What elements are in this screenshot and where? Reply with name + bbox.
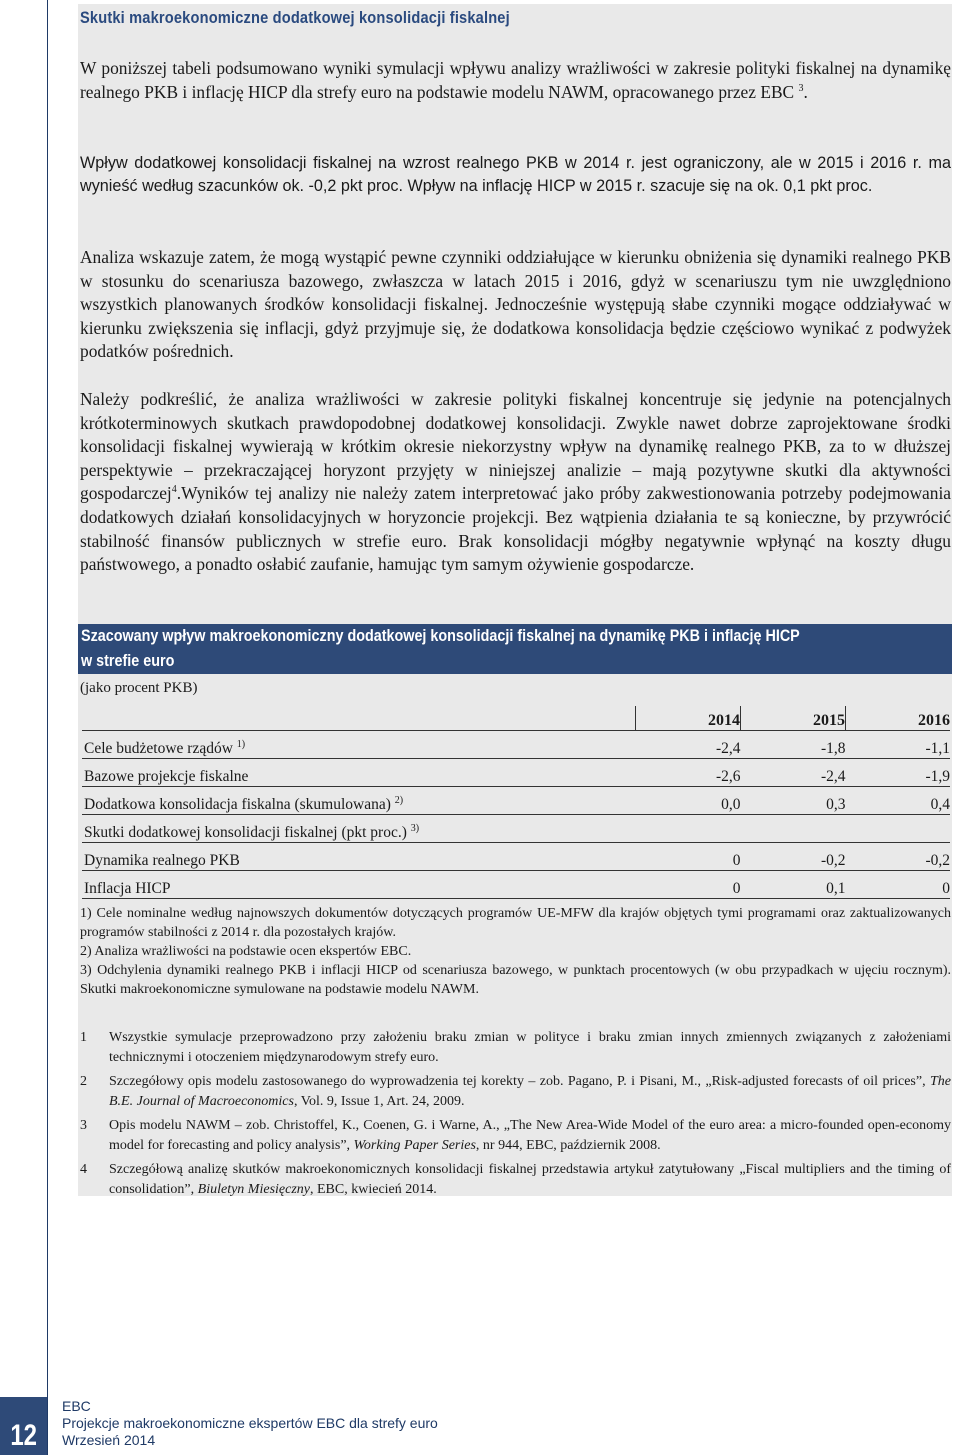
footnote-2 bbox=[80, 1072, 951, 1111]
box-title-line-1: Szacowany wpływ makroekonomiczny dodatkowej konsolidacji fiskalnej na dynamikę PKB i inflację HICP bbox=[81, 627, 800, 645]
projection-table bbox=[82, 706, 950, 899]
row-label-text: Cele budżetowe rządów bbox=[84, 740, 233, 757]
paragraph-4 bbox=[80, 388, 951, 577]
row-label bbox=[82, 731, 636, 759]
cell: 0 bbox=[846, 871, 951, 899]
paragraph-4-text-a: Należy podkreślić, że analiza wrażliwości w zakresie polityki fiskalnej koncentruje się jedynie na potencjalnych krótkoterminowych skutkach prawdopodobnej dodatkowej konsolidacji. Zwykle nawet dobrze zaprojektowane środki konsolidacji fiskalnej wywierają w krótkim okresie niekorzystny wpływ na dynamikę realnego PKB, za to w dłuższej perspektywie – przekraczającej horyzont przyjęty w niniejszej analizie – mają pozytywne skutki dla aktywności gospodarczej bbox=[80, 389, 951, 504]
footer-publisher: EBC bbox=[62, 1398, 91, 1414]
row-label bbox=[82, 815, 636, 843]
cell: -1,9 bbox=[846, 759, 951, 787]
table-header-row bbox=[82, 706, 950, 731]
cell: 0,1 bbox=[741, 871, 846, 899]
footnote-text-part: Szczegółową analizę skutków makroekonomicznych konsolidacji fiskalnej przedstawia artykuł zatytułowany „Fiscal multipliers and the timing of consolidation”, bbox=[109, 1162, 951, 1197]
page-number-text: 12 bbox=[10, 1419, 37, 1452]
cell: -2,4 bbox=[741, 759, 846, 787]
cell bbox=[741, 815, 846, 843]
footnote-journal: Biuletyn Miesięczny bbox=[197, 1181, 310, 1197]
year-2016: 2016 bbox=[846, 706, 951, 731]
page-footer bbox=[62, 1398, 438, 1449]
box-subtitle: (jako procent PKB) bbox=[80, 680, 198, 696]
footnote-text bbox=[109, 1072, 951, 1111]
paragraph-1-text: W poniższej tabeli podsumowano wyniki symulacji wpływu analizy wrażliwości w zakresie polityki fiskalnej na dynamikę realnego PKB i inflację HICP dla strefy euro na podstawie modelu NAWM, opracowanego przez EBC bbox=[80, 58, 951, 102]
cell: -2,4 bbox=[636, 731, 741, 759]
footnote-3 bbox=[80, 1116, 951, 1155]
footnote-text-part: , EBC, kwiecień 2014. bbox=[310, 1181, 437, 1197]
footnote-text-part: Szczegółowy opis modelu zastosowanego do wyprowadzenia tej korekty – zob. Pagano, P. i Pisani, M., „Risk-adjusted forecasts of oil prices”, bbox=[109, 1074, 930, 1089]
footnote-text-part: , Vol. 9, Issue 1, Art. 24, 2009. bbox=[293, 1093, 465, 1109]
cell: 0 bbox=[636, 871, 741, 899]
row-label-text: Dodatkowa konsolidacja fiskalna (skumulowana) bbox=[84, 796, 391, 813]
cell bbox=[636, 815, 741, 843]
table-notes bbox=[80, 904, 951, 999]
table-row bbox=[82, 871, 950, 899]
box-title-line-2: w strefie euro bbox=[81, 652, 175, 670]
table-note-3: 3) Odchylenia dynamiki realnego PKB i inflacji HICP od scenariusza bazowego, w punktach procentowych (w obu przypadkach w ujęciu rocznym). Skutki makroekonomiczne symulowane na podstawie modelu NAWM. bbox=[80, 963, 951, 997]
row-note-ref: 2) bbox=[394, 794, 404, 806]
row-label-text: Inflacja HICP bbox=[84, 880, 171, 897]
page-number bbox=[0, 1397, 47, 1455]
row-label bbox=[82, 843, 636, 871]
cell: -1,1 bbox=[846, 731, 951, 759]
cell: 0,0 bbox=[636, 787, 741, 815]
table-row bbox=[82, 731, 950, 759]
row-label-text: Dynamika realnego PKB bbox=[84, 852, 240, 869]
row-note-ref: 3) bbox=[410, 822, 420, 834]
row-label-text: Bazowe projekcje fiskalne bbox=[84, 768, 249, 785]
row-label bbox=[82, 787, 636, 815]
cell: -1,8 bbox=[741, 731, 846, 759]
cell bbox=[846, 815, 951, 843]
cell: -0,2 bbox=[741, 843, 846, 871]
year-2014: 2014 bbox=[636, 706, 741, 731]
table-note-1: 1) Cele nominalne według najnowszych dokumentów dotyczących programów UE-MFW dla krajów objętych tymi programami oraz zaktualizowanych programów stabilności z 2014 r. dla pozostałych krajów. bbox=[80, 906, 951, 940]
cell: 0,3 bbox=[741, 787, 846, 815]
margin-rule bbox=[47, 0, 48, 1455]
footnote-ref-3[interactable]: 3 bbox=[798, 82, 804, 94]
paragraph-4-text-b: .Wyników tej analizy nie należy zatem interpretować jako próby zakwestionowania potrzeby podejmowania dodatkowych działań konsolidacyjnych w horyzoncie projekcji. Bez wątpienia działania te są konieczne, by przywrócić stabilność finansów publicznych w strefie euro. Brak konsolidacji mógłby negatywnie wpłynąć na koszty długu państwowego, a ponadto osłabić zaufanie, hamując tym samym ożywienie gospodarcze. bbox=[80, 483, 951, 575]
footnote-text-part: , nr 944, EBC, październik 2008. bbox=[475, 1137, 661, 1153]
section-title: Skutki makroekonomiczne dodatkowej konsolidacji fiskalnej bbox=[80, 8, 510, 27]
cell: -0,2 bbox=[846, 843, 951, 871]
paragraph-2: Wpływ dodatkowej konsolidacji fiskalnej na wzrost realnego PKB w 2014 r. jest ograniczony, ale w 2015 i 2016 r. ma wynieść według szacunków ok. -0,2 pkt proc. Wpływ na inflację HICP w 2015 r. szacuje się na ok. 0,1 pkt proc. bbox=[80, 154, 951, 196]
footnote-4 bbox=[80, 1160, 951, 1199]
footnote-text bbox=[109, 1116, 951, 1155]
cell: 0,4 bbox=[846, 787, 951, 815]
table-header-blank bbox=[82, 706, 636, 731]
row-label bbox=[82, 759, 636, 787]
table-row bbox=[82, 759, 950, 787]
paragraph-3: Analiza wskazuje zatem, że mogą wystąpić pewne czynniki oddziałujące w kierunku obniżenia się dynamiki realnego PKB w stosunku do scenariusza bazowego, zwłaszcza w latach 2015 i 2016, gdyż w scenariuszu tym nie uwzględniono wszystkich planowanych środków konsolidacji fiskalnej. Jednocześnie występują słabe czynniki mogące oddziaływać w kierunku zwiększenia się inflacji, gdyż przyjmuje się, że dodatkowa konsolidacja będzie częściowo wynikać z podwyżek podatków pośrednich. bbox=[80, 247, 951, 362]
cell: 0 bbox=[636, 843, 741, 871]
table-row bbox=[82, 787, 950, 815]
footer-publication: Projekcje makroekonomiczne ekspertów EBC dla strefy euro bbox=[62, 1415, 438, 1431]
row-label bbox=[82, 871, 636, 899]
table-row bbox=[82, 815, 950, 843]
footnote-number: 1 bbox=[80, 1030, 87, 1045]
footnote-text bbox=[109, 1160, 951, 1199]
row-note-ref: 1) bbox=[236, 738, 246, 750]
year-2015: 2015 bbox=[741, 706, 846, 731]
footnote-journal: The B.E. Journal of Macroeconomics bbox=[109, 1074, 951, 1109]
cell: -2,6 bbox=[636, 759, 741, 787]
footnote-text: Wszystkie symulacje przeprowadzono przy założeniu braku zmian w polityce i braku zmian innych zmiennych związanych z założeniami technicznymi i otoczeniem międzynarodowym strefy euro. bbox=[109, 1030, 951, 1065]
footnote-number: 2 bbox=[80, 1074, 87, 1089]
table-note-2: 2) Analiza wrażliwości na podstawie ocen ekspertów EBC. bbox=[80, 944, 412, 959]
footnote-ref-4[interactable]: 4 bbox=[171, 484, 177, 496]
paragraph-1 bbox=[80, 57, 951, 104]
table-row bbox=[82, 843, 950, 871]
footer-date: Wrzesień 2014 bbox=[62, 1432, 156, 1448]
footnote-journal: Working Paper Series bbox=[353, 1137, 476, 1153]
footnote-text-part: Opis modelu NAWM – zob. Christoffel, K., Coenen, G. i Warne, A., „The New Area-Wide Model of the euro area: a micro-founded open-economy model for forecasting and policy analysis”, bbox=[109, 1118, 951, 1153]
footnote-number: 3 bbox=[80, 1118, 87, 1133]
row-label-text: Skutki dodatkowej konsolidacji fiskalnej (pkt proc.) bbox=[84, 824, 407, 841]
footnote-1 bbox=[80, 1028, 951, 1067]
footnote-number: 4 bbox=[80, 1162, 87, 1177]
paragraph-1-end: . bbox=[803, 81, 808, 102]
box-title bbox=[78, 624, 952, 674]
